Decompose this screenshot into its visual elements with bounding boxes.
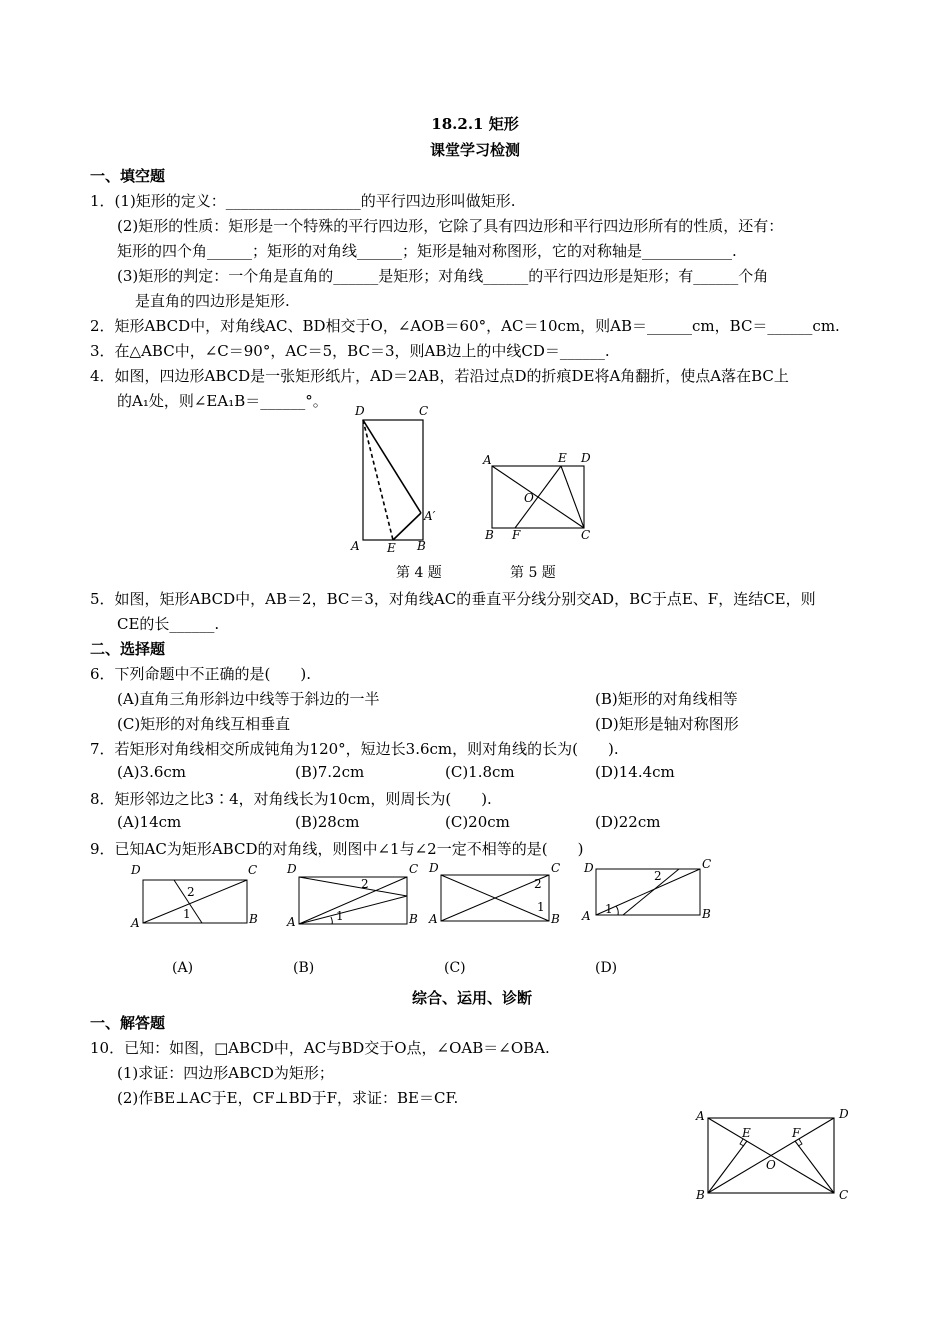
q1-line2: (2)矩形的性质：矩形是一个特殊的平行四边形，它除了具有四边形和平行四边形所有的性质，还有： — [117, 217, 784, 235]
q10-line1: 10．已知：如图，□ABCD中，AC与BD交于O点，∠OAB＝∠OBA. — [90, 1039, 550, 1057]
q6-option-b: (B)矩形的对角线相等 — [595, 690, 738, 708]
q8-option-c: (C)20cm — [445, 813, 510, 831]
page-title: 18.2.1 矩形 — [431, 115, 519, 133]
q8-option-a: (A)14cm — [117, 813, 182, 831]
q6-option-c: (C)矩形的对角线互相垂直 — [117, 715, 291, 733]
q9b-label-d: D — [287, 862, 297, 876]
fig10-label-f: F — [792, 1126, 801, 1140]
q9-figure-a — [130, 860, 270, 930]
q5-line2: CE的长______. — [117, 615, 220, 633]
q9-label-c: (C) — [444, 960, 466, 976]
q9-label-a: (A) — [172, 960, 194, 976]
fig5-label-e: E — [558, 451, 567, 465]
q7-option-c: (C)1.8cm — [445, 763, 515, 781]
q9d-angle-2: 2 — [654, 869, 662, 883]
fig4-label-a: A — [351, 539, 360, 553]
section-choice: 二、选择题 — [90, 640, 166, 658]
section-fill-in: 一、填空题 — [90, 167, 166, 185]
fig4-label-a1: A′ — [424, 509, 436, 523]
q9a-label-a: A — [131, 916, 140, 930]
q7-option-a: (A)3.6cm — [117, 763, 187, 781]
q9-figure-d — [578, 858, 718, 928]
q6-stem: 6．下列命题中不正确的是( ). — [90, 665, 312, 683]
fig10-label-d: D — [839, 1107, 849, 1121]
q9c-label-b: B — [551, 912, 560, 926]
q9c-angle-2: 2 — [534, 877, 542, 891]
q1-line4: (3)矩形的判定：一个角是直角的______是矩形；对角线______的平行四边形是矩形；有______个角 — [117, 267, 769, 285]
q10-line2: (1)求证：四边形ABCD为矩形； — [117, 1064, 334, 1082]
q9d-label-b: B — [702, 907, 711, 921]
fig5-label-f: F — [512, 528, 521, 542]
q9c-angle-1: 1 — [537, 900, 545, 914]
q7-option-b: (B)7.2cm — [295, 763, 365, 781]
q9d-label-c: C — [702, 857, 712, 871]
q1-line1: 1．(1)矩形的定义：__________________的平行四边形叫做矩形. — [90, 192, 516, 210]
fig10-label-e: E — [742, 1126, 751, 1140]
q8-option-b: (B)28cm — [295, 813, 360, 831]
q9a-angle-1: 1 — [183, 907, 191, 921]
section-answer: 一、解答题 — [90, 1014, 166, 1032]
q2-text: 2．矩形ABCD中，对角线AC、BD相交于O，∠AOB＝60°，AC＝10cm，则AB＝______cm，BC＝______cm. — [90, 317, 840, 335]
q8-stem: 8．矩形邻边之比3∶4，对角线长为10cm，则周长为( ). — [90, 790, 492, 808]
q9b-label-b: B — [409, 912, 418, 926]
q1-line3: 矩形的四个角______；矩形的对角线______；矩形是轴对称图形，它的对称轴是____________. — [117, 242, 737, 260]
figure-q4 — [345, 403, 465, 553]
figure-q5 — [480, 450, 610, 540]
fig4-label-d: D — [355, 404, 365, 418]
q9b-label-a: A — [287, 915, 296, 929]
q9a-label-b: B — [249, 912, 258, 926]
fig4-label-c: C — [419, 404, 429, 418]
fig10-label-b: B — [696, 1188, 705, 1202]
fig10-label-c: C — [839, 1188, 849, 1202]
q6-option-a: (A)直角三角形斜边中线等于斜边的一半 — [117, 690, 380, 708]
q9c-label-c: C — [551, 861, 561, 875]
q9b-angle-2: 2 — [361, 877, 369, 891]
fig5-caption: 第 5 题 — [510, 565, 556, 581]
q9a-label-c: C — [248, 863, 258, 877]
fig10-label-o: O — [766, 1158, 776, 1172]
q8-option-d: (D)22cm — [595, 813, 661, 831]
fig4-label-b: B — [417, 539, 426, 553]
q7-stem: 7．若矩形对角线相交所成钝角为120°，短边长3.6cm，则对角线的长为( ). — [90, 740, 619, 758]
q1-line5: 是直角的四边形是矩形. — [135, 292, 290, 310]
q7-option-d: (D)14.4cm — [595, 763, 675, 781]
fig5-label-o: O — [524, 491, 534, 505]
fig10-label-a: A — [696, 1109, 705, 1123]
fig5-label-b: B — [485, 528, 494, 542]
fig4-caption: 第 4 题 — [396, 565, 442, 581]
q9c-label-a: A — [429, 912, 438, 926]
q9b-angle-1: 1 — [336, 909, 344, 923]
fig5-label-a: A — [483, 453, 492, 467]
q9a-angle-2: 2 — [187, 885, 195, 899]
page-subtitle: 课堂学习检测 — [429, 141, 520, 159]
q3-text: 3．在△ABC中，∠C＝90°，AC＝5，BC＝3，则AB边上的中线CD＝______. — [90, 342, 610, 360]
q9d-label-a: A — [582, 909, 591, 923]
q9d-label-d: D — [584, 861, 594, 875]
fig5-label-d: D — [581, 451, 591, 465]
q9-label-d: (D) — [595, 960, 618, 976]
q9b-label-c: C — [409, 862, 419, 876]
q9-figure-b — [286, 860, 426, 930]
q9c-label-d: D — [429, 861, 439, 875]
q9d-angle-1: 1 — [605, 902, 613, 916]
q9-stem: 9．已知AC为矩形ABCD的对角线，则图中∠1与∠2一定不相等的是( ) — [90, 840, 584, 858]
q4-line1: 4．如图，四边形ABCD是一张矩形纸片，AD＝2AB，若沿过点D的折痕DE将A角翻折，使点A落在BC上 — [90, 367, 789, 385]
section-comprehensive: 综合、运用、诊断 — [412, 989, 533, 1007]
q10-line3: (2)作BE⊥AC于E，CF⊥BD于F，求证：BE＝CF. — [117, 1089, 459, 1107]
fig5-label-c: C — [581, 528, 591, 542]
q4-line2: 的A₁处，则∠EA₁B＝______°。 — [117, 392, 328, 410]
figure-q10 — [694, 1105, 864, 1205]
q5-line1: 5．如图，矩形ABCD中，AB＝2，BC＝3，对角线AC的垂直平分线分别交AD，BC于点E、F，连结CE，则 — [90, 590, 816, 608]
q6-option-d: (D)矩形是轴对称图形 — [595, 715, 739, 733]
q9-label-b: (B) — [293, 960, 315, 976]
q9a-label-d: D — [131, 863, 141, 877]
q9-figure-c — [428, 860, 568, 930]
fig4-label-e: E — [387, 541, 396, 555]
